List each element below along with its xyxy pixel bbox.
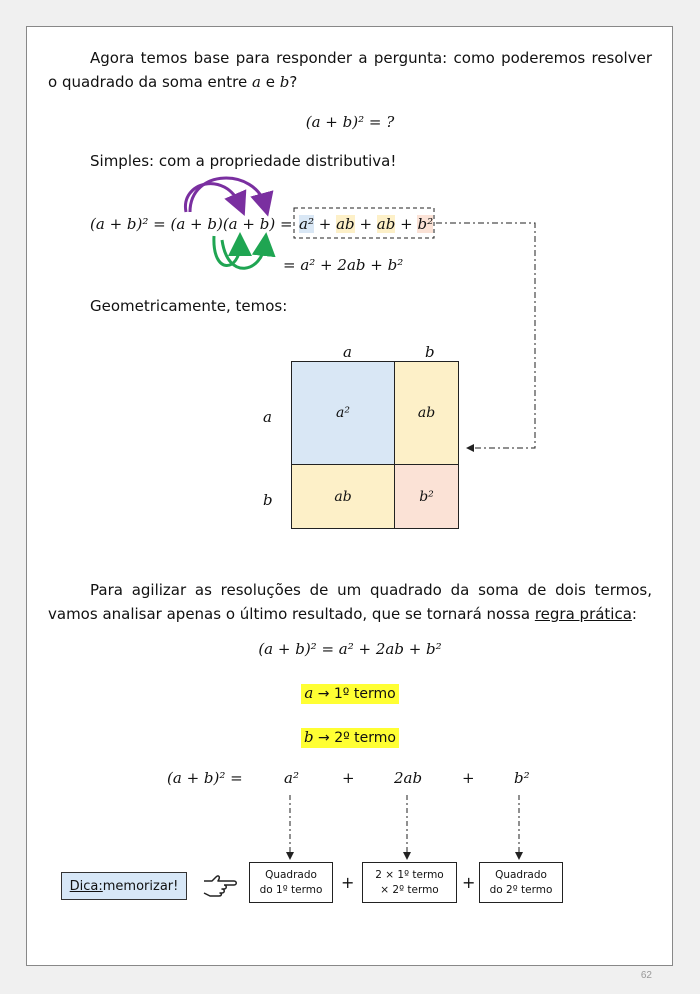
breakdown-term-1: a²	[284, 769, 299, 787]
box-square-first-term: Quadrado do 1º termo	[249, 862, 333, 903]
purple-arrows	[185, 178, 265, 212]
equation-question: (a + b)² = ?	[305, 113, 395, 131]
distributive-terms: a² + ab + ab + b²	[299, 215, 434, 233]
simple-text: Simples: com a propriedade distributiva!	[90, 152, 397, 170]
intro-conj: e	[260, 73, 280, 91]
distributive-result: = a² + 2ab + b²	[283, 256, 404, 274]
tip-text: memorizar!	[102, 878, 179, 894]
side-label-a: a	[263, 408, 272, 426]
intro-text: Agora temos base para responder a pergunta: como poderemos resolver o quadrado da soma entre	[48, 49, 652, 91]
terms-dashed-box	[294, 208, 434, 238]
equation-rule: (a + b)² = a² + 2ab + b²	[258, 640, 442, 658]
intro-end: ?	[289, 73, 298, 91]
green-arrow-1	[214, 236, 240, 266]
term-a-squared: a²	[299, 215, 314, 233]
tip-label: Dica:	[69, 878, 103, 894]
box-plus-1: +	[341, 873, 355, 892]
top-label-b: b	[425, 343, 435, 361]
breakdown-plus-2: +	[462, 769, 475, 787]
tip-box	[61, 872, 187, 900]
term-b-squared: b²	[417, 215, 434, 233]
cell-ab-top: ab	[394, 361, 459, 465]
side-label-b: b	[263, 491, 273, 509]
geo-text: Geometricamente, temos:	[90, 297, 288, 315]
rule-paragraph: Para agilizar as resoluções de um quadrado da soma de dois termos, vamos analisar apenas o último resultado, que se tornará nossa regra prática:	[48, 581, 652, 623]
cell-a-squared: a²	[291, 361, 395, 465]
second-term-highlight: b → 2º termo	[301, 728, 399, 748]
pointing-hand-icon	[202, 872, 238, 902]
term-ab-2: ab	[376, 215, 396, 233]
distributive-lhs: (a + b)² = (a + b)(a + b) =	[90, 215, 293, 233]
cell-b-squared: b²	[394, 464, 459, 529]
breakdown-term-3: b²	[514, 769, 530, 787]
first-term-row	[0, 683, 700, 702]
var-b: b	[279, 73, 290, 91]
second-term-row	[0, 727, 700, 746]
term-ab-1: ab	[336, 215, 355, 233]
breakdown-plus-1: +	[342, 769, 355, 787]
page-number: 62	[640, 970, 652, 981]
green-arrows	[214, 236, 265, 268]
purple-arrow-2	[190, 178, 265, 212]
rule-underlined: regra prática	[534, 605, 632, 623]
first-term-highlight: a → 1º termo	[301, 684, 398, 704]
box-double-product: 2 × 1º termo × 2º termo	[362, 862, 457, 903]
var-a: a	[252, 73, 261, 91]
cell-ab-bottom: ab	[291, 464, 395, 529]
breakdown-lhs: (a + b)² =	[167, 769, 243, 787]
top-label-a: a	[343, 343, 352, 361]
breakdown-term-2: 2ab	[394, 769, 423, 787]
box-square-second-term: Quadrado do 2º termo	[479, 862, 563, 903]
box-plus-2: +	[462, 873, 476, 892]
